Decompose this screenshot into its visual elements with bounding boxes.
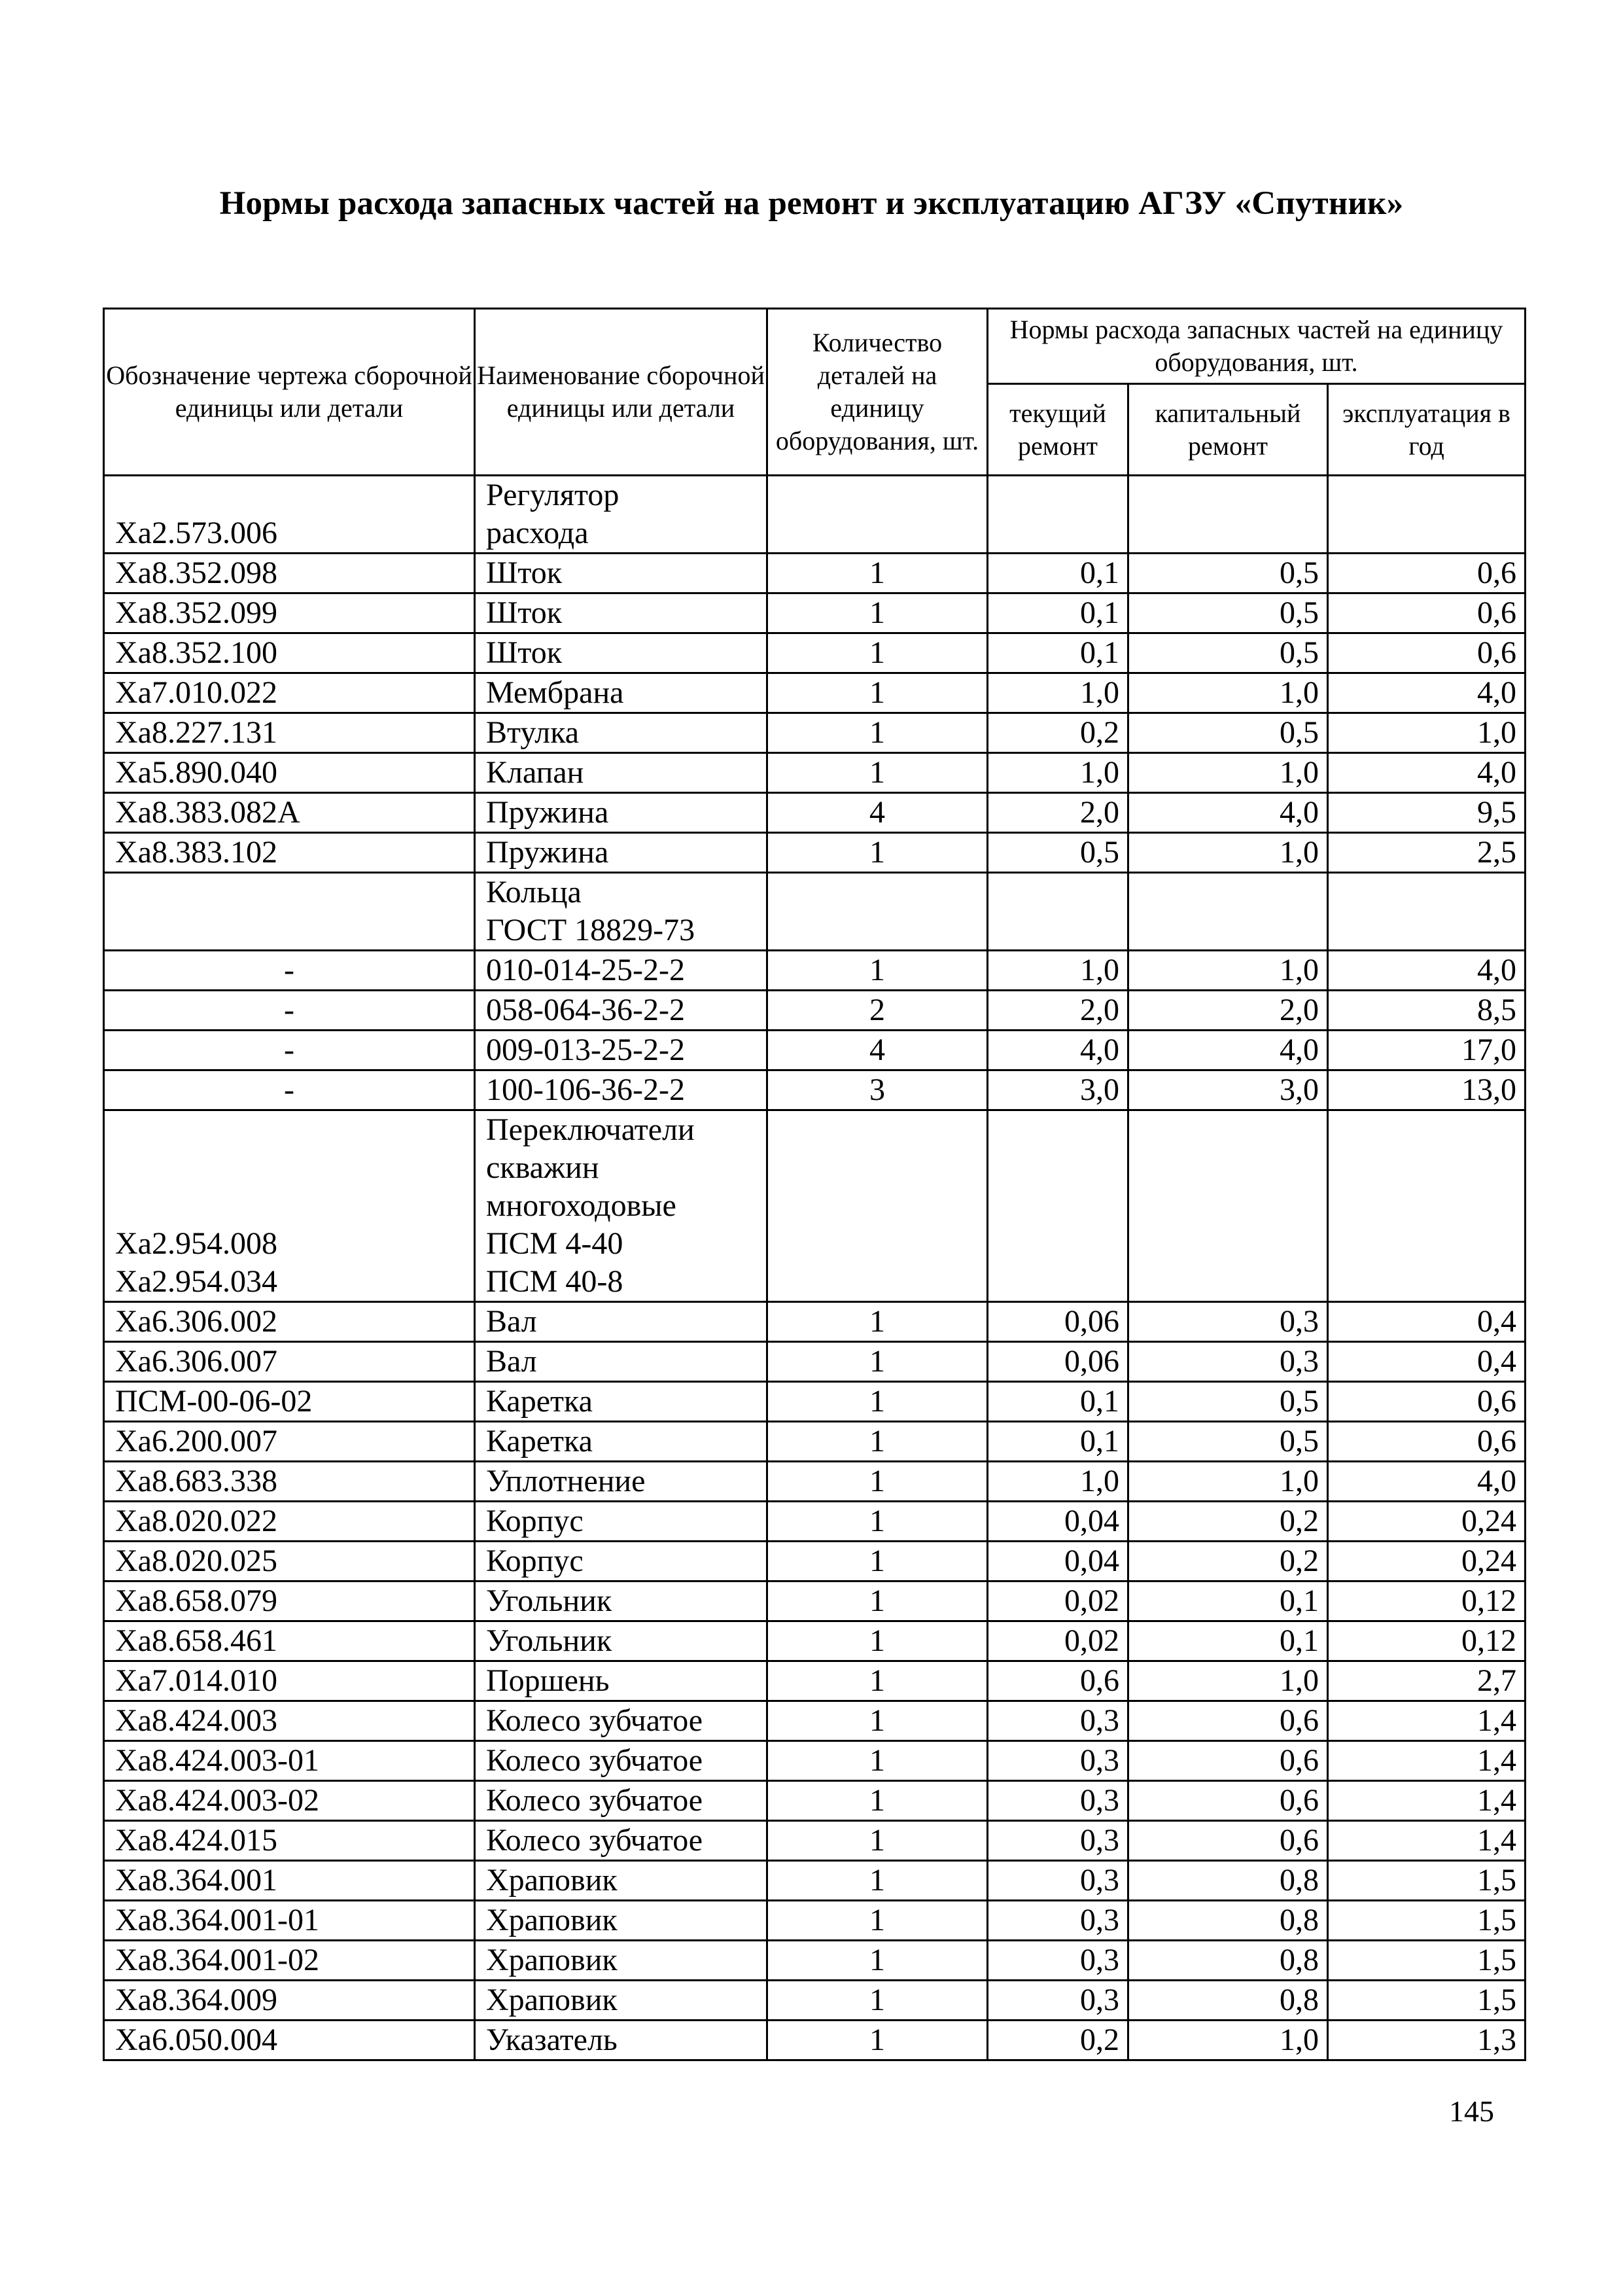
norm-operation-year: 4,0: [1328, 753, 1526, 793]
table-row: [104, 1031, 1526, 1070]
part-name: Пружина: [475, 833, 767, 873]
norm-capital-repair: 0,8: [1128, 1861, 1328, 1901]
norm-operation-year: 0,6: [1328, 593, 1526, 633]
norm-operation-year: 4,0: [1328, 673, 1526, 713]
part-name: Вал: [475, 1302, 767, 1342]
part-name: Угольник: [475, 1621, 767, 1661]
norm-operation-year: 0,12: [1328, 1621, 1526, 1661]
part-code: -: [104, 991, 475, 1031]
norm-capital-repair: 0,5: [1128, 713, 1328, 753]
part-code: Ха8.364.001: [104, 1861, 475, 1901]
part-qty: 1: [767, 2021, 988, 2060]
part-qty: 1: [767, 1861, 988, 1901]
page-title: Нормы расхода запасных частей на ремонт и эксплуатацию АГЗУ «Спутник»: [219, 185, 1404, 222]
norm-capital-repair: 0,6: [1128, 1741, 1328, 1781]
norm-current-repair: 2,0: [988, 793, 1128, 833]
norm-operation-year: 17,0: [1328, 1031, 1526, 1070]
empty-cell: [767, 1110, 988, 1302]
norm-current-repair: 0,2: [988, 713, 1128, 753]
part-name: Храповик: [475, 1861, 767, 1901]
page-number: 145: [1449, 2094, 1494, 2128]
part-name: Каретка: [475, 1382, 767, 1422]
norm-capital-repair: 4,0: [1128, 1031, 1328, 1070]
group-code: Ха2.954.034: [115, 1264, 277, 1299]
table-row: [104, 1621, 1526, 1661]
part-qty: 1: [767, 1382, 988, 1422]
group-code-cell: [104, 873, 475, 951]
part-code: Ха8.424.003: [104, 1701, 475, 1741]
spare-parts-norms-table: [103, 308, 1526, 2061]
header-code: Обозначение чертежа сборочной единицы или детали: [104, 309, 475, 476]
part-qty: 4: [767, 793, 988, 833]
part-name: Колесо зубчатое: [475, 1701, 767, 1741]
part-qty: 1: [767, 1342, 988, 1382]
table-row: [104, 1422, 1526, 1462]
part-qty: 1: [767, 633, 988, 673]
norm-operation-year: 1,5: [1328, 1941, 1526, 1981]
norm-capital-repair: 1,0: [1128, 753, 1328, 793]
group-name: ПСМ 40-8: [486, 1264, 623, 1299]
part-name: Корпус: [475, 1502, 767, 1542]
norm-capital-repair: 0,5: [1128, 593, 1328, 633]
group-name: многоходовые: [486, 1188, 676, 1223]
part-code: Ха8.352.098: [104, 554, 475, 593]
part-code: Ха6.050.004: [104, 2021, 475, 2060]
part-qty: 1: [767, 1781, 988, 1821]
table-row: [104, 633, 1526, 673]
part-name: Храповик: [475, 1941, 767, 1981]
norm-capital-repair: 0,8: [1128, 1981, 1328, 2021]
part-qty: 1: [767, 1621, 988, 1661]
norm-current-repair: 4,0: [988, 1031, 1128, 1070]
group-header-row: [104, 476, 1526, 554]
part-name: Указатель: [475, 2021, 767, 2060]
part-qty: 1: [767, 554, 988, 593]
norm-capital-repair: 0,8: [1128, 1901, 1328, 1941]
group-name-cell: [475, 1110, 767, 1302]
part-name: 010-014-25-2-2: [475, 951, 767, 991]
part-code: Ха8.658.461: [104, 1621, 475, 1661]
part-qty: 1: [767, 1661, 988, 1701]
empty-cell: [767, 873, 988, 951]
norm-current-repair: 1,0: [988, 1462, 1128, 1502]
norm-operation-year: 0,4: [1328, 1342, 1526, 1382]
part-code: Ха8.227.131: [104, 713, 475, 753]
norm-capital-repair: 0,8: [1128, 1941, 1328, 1981]
norm-operation-year: 0,6: [1328, 554, 1526, 593]
part-name: 009-013-25-2-2: [475, 1031, 767, 1070]
table-row: [104, 1901, 1526, 1941]
group-name-cell: [475, 476, 767, 554]
empty-cell: [988, 873, 1128, 951]
table-row: [104, 991, 1526, 1031]
part-code: Ха8.658.079: [104, 1581, 475, 1621]
norm-current-repair: 0,06: [988, 1302, 1128, 1342]
part-code: Ха8.352.100: [104, 633, 475, 673]
table-row: [104, 1581, 1526, 1621]
table-row: [104, 1382, 1526, 1422]
empty-cell: [1128, 476, 1328, 554]
part-qty: 1: [767, 1542, 988, 1581]
part-name: Уплотнение: [475, 1462, 767, 1502]
part-name: Шток: [475, 554, 767, 593]
group-name: ПСМ 4-40: [486, 1226, 623, 1261]
norm-operation-year: 1,5: [1328, 1981, 1526, 2021]
norm-operation-year: 0,6: [1328, 633, 1526, 673]
group-code-cell: [104, 476, 475, 554]
norm-capital-repair: 1,0: [1128, 1462, 1328, 1502]
part-name: Мембрана: [475, 673, 767, 713]
part-qty: 1: [767, 593, 988, 633]
part-name: Храповик: [475, 1901, 767, 1941]
table-row: [104, 1861, 1526, 1901]
part-code: Ха8.683.338: [104, 1462, 475, 1502]
part-code: Ха8.020.025: [104, 1542, 475, 1581]
norm-operation-year: 1,4: [1328, 1781, 1526, 1821]
norm-capital-repair: 0,5: [1128, 633, 1328, 673]
norm-operation-year: 1,5: [1328, 1901, 1526, 1941]
part-name: Шток: [475, 633, 767, 673]
norm-capital-repair: 0,5: [1128, 1422, 1328, 1462]
norm-current-repair: 2,0: [988, 991, 1128, 1031]
norm-current-repair: 0,04: [988, 1542, 1128, 1581]
part-code: -: [104, 1031, 475, 1070]
table-row: [104, 593, 1526, 633]
table-row: [104, 554, 1526, 593]
part-code: Ха8.352.099: [104, 593, 475, 633]
norm-operation-year: 9,5: [1328, 793, 1526, 833]
part-name: Угольник: [475, 1581, 767, 1621]
norm-capital-repair: 0,2: [1128, 1542, 1328, 1581]
part-code: Ха8.424.003-01: [104, 1741, 475, 1781]
group-code: Ха2.573.006: [115, 516, 277, 550]
group-name: расхода: [486, 516, 589, 550]
part-name: Колесо зубчатое: [475, 1781, 767, 1821]
part-qty: 1: [767, 713, 988, 753]
norm-capital-repair: 1,0: [1128, 833, 1328, 873]
table-row: [104, 1781, 1526, 1821]
norm-operation-year: 0,12: [1328, 1581, 1526, 1621]
norm-current-repair: 0,04: [988, 1502, 1128, 1542]
norm-operation-year: 8,5: [1328, 991, 1526, 1031]
part-code: Ха8.383.082А: [104, 793, 475, 833]
norm-operation-year: 2,5: [1328, 833, 1526, 873]
header-qty: Количество деталей на единицу оборудования, шт.: [767, 309, 988, 476]
group-name: скважин: [486, 1150, 599, 1185]
norm-current-repair: 0,2: [988, 2021, 1128, 2060]
norm-capital-repair: 0,1: [1128, 1581, 1328, 1621]
table-row: [104, 1821, 1526, 1861]
part-qty: 1: [767, 1462, 988, 1502]
part-code: Ха8.364.001-02: [104, 1941, 475, 1981]
norm-capital-repair: 2,0: [1128, 991, 1328, 1031]
group-header-row: [104, 873, 1526, 951]
table-row: [104, 1302, 1526, 1342]
norm-current-repair: 1,0: [988, 951, 1128, 991]
norm-current-repair: 0,3: [988, 1781, 1128, 1821]
norm-current-repair: 0,06: [988, 1342, 1128, 1382]
part-code: Ха8.364.001-01: [104, 1901, 475, 1941]
part-name: Втулка: [475, 713, 767, 753]
norm-operation-year: 1,4: [1328, 1741, 1526, 1781]
part-qty: 1: [767, 1502, 988, 1542]
norm-current-repair: 0,3: [988, 1981, 1128, 2021]
norm-capital-repair: 1,0: [1128, 1661, 1328, 1701]
part-code: Ха6.306.002: [104, 1302, 475, 1342]
norm-current-repair: 1,0: [988, 673, 1128, 713]
group-header-row: [104, 1110, 1526, 1302]
table-row: [104, 793, 1526, 833]
norm-capital-repair: 3,0: [1128, 1070, 1328, 1110]
norm-operation-year: 1,4: [1328, 1821, 1526, 1861]
part-code: Ха8.424.015: [104, 1821, 475, 1861]
norm-operation-year: 1,4: [1328, 1701, 1526, 1741]
norm-operation-year: 0,24: [1328, 1542, 1526, 1581]
norm-operation-year: 1,3: [1328, 2021, 1526, 2060]
part-name: Колесо зубчатое: [475, 1821, 767, 1861]
norm-operation-year: 13,0: [1328, 1070, 1526, 1110]
norm-current-repair: 0,1: [988, 593, 1128, 633]
part-name: 100-106-36-2-2: [475, 1070, 767, 1110]
group-code: Ха2.954.008: [115, 1226, 277, 1261]
part-qty: 4: [767, 1031, 988, 1070]
table-header: [104, 309, 1526, 476]
table-row: [104, 673, 1526, 713]
part-name: Шток: [475, 593, 767, 633]
part-code: Ха7.014.010: [104, 1661, 475, 1701]
header-operation-year: эксплуатация в год: [1328, 384, 1526, 476]
norm-current-repair: 0,3: [988, 1861, 1128, 1901]
norm-current-repair: 0,5: [988, 833, 1128, 873]
table-row: [104, 951, 1526, 991]
norm-current-repair: 0,6: [988, 1661, 1128, 1701]
norm-current-repair: 0,02: [988, 1621, 1128, 1661]
header-capital-repair: капитальный ремонт: [1128, 384, 1328, 476]
norm-capital-repair: 0,6: [1128, 1781, 1328, 1821]
group-name: Кольца: [486, 875, 582, 910]
table-row: [104, 1502, 1526, 1542]
part-qty: 1: [767, 1941, 988, 1981]
part-code: Ха8.364.009: [104, 1981, 475, 2021]
part-code: Ха8.383.102: [104, 833, 475, 873]
table-row: [104, 1701, 1526, 1741]
part-name: Корпус: [475, 1542, 767, 1581]
norm-current-repair: 0,3: [988, 1741, 1128, 1781]
norm-operation-year: 0,6: [1328, 1422, 1526, 1462]
part-qty: 2: [767, 991, 988, 1031]
group-code-cell: [104, 1110, 475, 1302]
empty-cell: [1328, 1110, 1526, 1302]
group-name: Переключатели: [486, 1112, 695, 1147]
norm-operation-year: 0,24: [1328, 1502, 1526, 1542]
table-row: [104, 1661, 1526, 1701]
part-name: Пружина: [475, 793, 767, 833]
table-row: [104, 1941, 1526, 1981]
table-row: [104, 1342, 1526, 1382]
part-qty: 1: [767, 673, 988, 713]
part-qty: 1: [767, 1581, 988, 1621]
table-row: [104, 1741, 1526, 1781]
empty-cell: [1128, 873, 1328, 951]
part-code: Ха8.020.022: [104, 1502, 475, 1542]
norm-operation-year: 1,0: [1328, 713, 1526, 753]
table-row: [104, 753, 1526, 793]
norm-operation-year: 2,7: [1328, 1661, 1526, 1701]
norm-operation-year: 4,0: [1328, 951, 1526, 991]
norm-capital-repair: 4,0: [1128, 793, 1328, 833]
norm-capital-repair: 1,0: [1128, 2021, 1328, 2060]
empty-cell: [1128, 1110, 1328, 1302]
empty-cell: [988, 1110, 1128, 1302]
norm-operation-year: 4,0: [1328, 1462, 1526, 1502]
norm-current-repair: 0,3: [988, 1701, 1128, 1741]
part-qty: 1: [767, 1821, 988, 1861]
part-qty: 1: [767, 833, 988, 873]
group-name: Регулятор: [486, 478, 620, 512]
part-name: Поршень: [475, 1661, 767, 1701]
table-row: [104, 833, 1526, 873]
part-name: 058-064-36-2-2: [475, 991, 767, 1031]
part-qty: 1: [767, 1701, 988, 1741]
norm-capital-repair: 0,3: [1128, 1302, 1328, 1342]
group-name: ГОСТ 18829-73: [486, 913, 695, 947]
table-row: [104, 2021, 1526, 2060]
part-qty: 1: [767, 1302, 988, 1342]
empty-cell: [988, 476, 1128, 554]
table-row: [104, 1070, 1526, 1110]
part-name: Вал: [475, 1342, 767, 1382]
norm-current-repair: 0,3: [988, 1901, 1128, 1941]
table-row: [104, 1981, 1526, 2021]
norm-current-repair: 0,3: [988, 1821, 1128, 1861]
part-qty: 1: [767, 951, 988, 991]
empty-cell: [1328, 476, 1526, 554]
part-qty: 3: [767, 1070, 988, 1110]
norm-capital-repair: 0,5: [1128, 1382, 1328, 1422]
norm-current-repair: 1,0: [988, 753, 1128, 793]
norm-operation-year: 1,5: [1328, 1861, 1526, 1901]
part-code: -: [104, 1070, 475, 1110]
norm-current-repair: 0,3: [988, 1941, 1128, 1981]
table-row: [104, 713, 1526, 753]
part-qty: 1: [767, 1981, 988, 2021]
norm-current-repair: 3,0: [988, 1070, 1128, 1110]
norm-current-repair: 0,1: [988, 554, 1128, 593]
table-row: [104, 1542, 1526, 1581]
norm-operation-year: 0,6: [1328, 1382, 1526, 1422]
part-code: ПСМ-00-06-02: [104, 1382, 475, 1422]
norm-capital-repair: 0,6: [1128, 1821, 1328, 1861]
part-name: Колесо зубчатое: [475, 1741, 767, 1781]
norm-capital-repair: 0,1: [1128, 1621, 1328, 1661]
norm-current-repair: 0,1: [988, 1382, 1128, 1422]
part-code: Ха5.890.040: [104, 753, 475, 793]
norm-operation-year: 0,4: [1328, 1302, 1526, 1342]
empty-cell: [767, 476, 988, 554]
part-qty: 1: [767, 1422, 988, 1462]
header-norms: Нормы расхода запасных частей на единицу оборудования, шт.: [988, 309, 1526, 384]
header-name: Наименование сборочной единицы или детали: [475, 309, 767, 476]
part-name: Каретка: [475, 1422, 767, 1462]
part-code: Ха8.424.003-02: [104, 1781, 475, 1821]
part-qty: 1: [767, 753, 988, 793]
header-current-repair: текущий ремонт: [988, 384, 1128, 476]
group-name-cell: [475, 873, 767, 951]
norm-capital-repair: 0,3: [1128, 1342, 1328, 1382]
part-qty: 1: [767, 1741, 988, 1781]
norm-capital-repair: 0,2: [1128, 1502, 1328, 1542]
norm-capital-repair: 0,5: [1128, 554, 1328, 593]
table-row: [104, 1462, 1526, 1502]
norm-current-repair: 0,1: [988, 1422, 1128, 1462]
norm-current-repair: 0,1: [988, 633, 1128, 673]
part-code: Ха6.200.007: [104, 1422, 475, 1462]
table-body: [104, 476, 1526, 2060]
norm-capital-repair: 1,0: [1128, 951, 1328, 991]
norm-capital-repair: 0,6: [1128, 1701, 1328, 1741]
part-name: Храповик: [475, 1981, 767, 2021]
part-code: Ха6.306.007: [104, 1342, 475, 1382]
part-qty: 1: [767, 1901, 988, 1941]
empty-cell: [1328, 873, 1526, 951]
norm-current-repair: 0,02: [988, 1581, 1128, 1621]
part-code: -: [104, 951, 475, 991]
norm-capital-repair: 1,0: [1128, 673, 1328, 713]
part-code: Ха7.010.022: [104, 673, 475, 713]
part-name: Клапан: [475, 753, 767, 793]
